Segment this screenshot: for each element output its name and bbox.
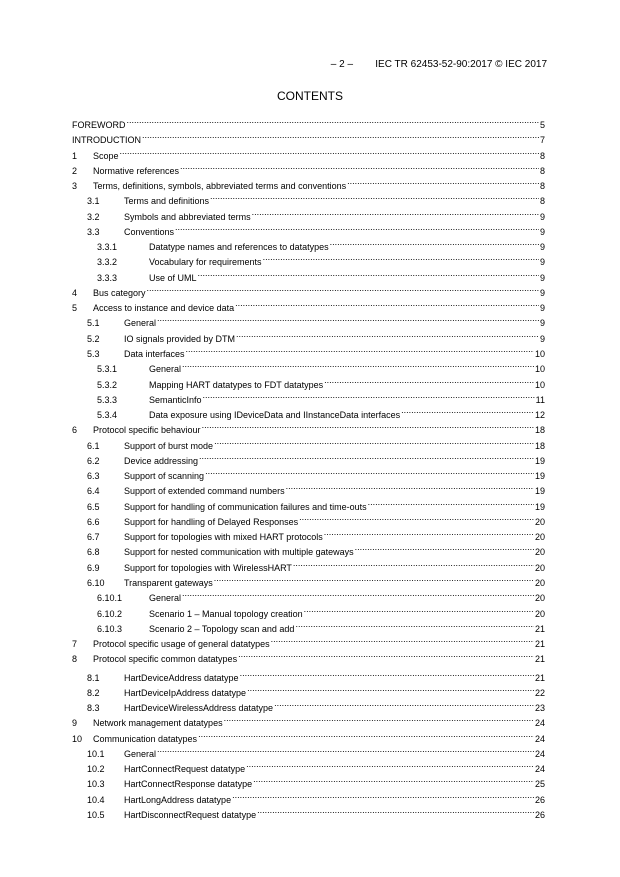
toc-entry-title: Symbols and abbreviated terms [124,211,251,222]
dot-leader [232,788,534,803]
toc-entry-page: 24 [534,748,545,759]
toc-entry-title: Communication datatypes [93,733,198,744]
toc-entry-number: 6.10 [87,577,105,588]
toc-entry-title: General [149,593,182,604]
toc-entry-page: 21 [534,623,545,634]
toc-entry-number: 5 [72,303,78,314]
toc-entry-number: 3.3.2 [97,257,118,268]
toc-entry-number: 7 [72,639,78,650]
dot-leader [401,403,534,418]
toc-entry-number: 5.3.4 [97,410,118,421]
toc-entry-title: HartConnectRequest datatype [124,764,246,775]
dot-leader [295,617,534,632]
toc-entry-page: 8 [539,150,545,161]
toc-entry-number: 3.3.3 [97,272,118,283]
toc-entry-page: 9 [539,287,545,298]
dot-leader [324,525,534,540]
dot-leader [347,174,539,189]
toc-entry-page: 20 [534,516,545,527]
dot-leader [199,449,534,464]
toc-entry-number: 10 [72,733,83,744]
dot-leader [224,711,534,726]
toc-entry-number: 6.7 [87,532,100,543]
toc-entry-title: Terms and definitions [124,196,210,207]
toc-entry-title: HartDeviceWirelessAddress datatype [124,703,274,714]
toc-entry-number: 10.5 [87,809,105,820]
toc-entry-number: 10.3 [87,779,105,790]
toc-entry[interactable] [72,159,545,174]
toc-entry-title: SemanticInfo [149,394,202,405]
toc-entry-number: 6.10.3 [97,623,123,634]
dot-leader [142,128,539,143]
toc-entry-page: 18 [534,440,545,451]
table-of-contents [72,113,545,818]
toc-entry-page: 11 [535,394,545,405]
toc-entry-title: HartConnectResponse datatype [124,779,253,790]
dot-leader [180,159,539,174]
toc-entry-title: Support of scanning [124,471,205,482]
toc-entry-page: 9 [539,242,545,253]
toc-entry-page: 21 [534,672,545,683]
dot-leader [252,205,539,220]
toc-entry-title: Support of extended command numbers [124,486,285,497]
toc-entry-page: 9 [539,333,545,344]
toc-entry-title: Support for handling of communication failures and time-outs [124,501,367,512]
toc-entry-page: 26 [534,809,545,820]
toc-entry-number: 6.10.2 [97,608,123,619]
toc-entry-number: 9 [72,718,78,729]
dot-leader [263,250,539,265]
toc-entry-title: Normative references [93,165,180,176]
toc-entry-number: 6.9 [87,562,100,573]
dot-leader [324,373,534,388]
toc-entry-title: Device addressing [124,455,199,466]
dot-leader [299,510,534,525]
toc-entry-number: 6.10.1 [97,593,123,604]
toc-entry-number: 6.6 [87,516,100,527]
toc-entry-page: 19 [534,501,545,512]
toc-entry-number: 5.2 [87,333,100,344]
toc-entry-page: 20 [534,547,545,558]
toc-entry-number: 6.1 [87,440,100,451]
toc-entry-number: 5.3.3 [97,394,118,405]
toc-entry-number: 8.1 [87,672,100,683]
toc-entry-page: 20 [534,593,545,604]
toc-entry-title: Support of burst mode [124,440,214,451]
toc-entry-title: Scenario 2 – Topology scan and add [149,623,295,634]
toc-entry-number: 6.2 [87,455,100,466]
toc-entry-title: Support for nested communication with multiple gateways [124,547,354,558]
toc-entry-title: General [124,748,157,759]
toc-entry-title: Scenario 1 – Manual topology creation [149,608,303,619]
toc-entry-page: 26 [534,794,545,805]
toc-entry-page: 9 [539,257,545,268]
dot-leader [304,602,534,617]
document-id: IEC TR 62453-52-90:2017 © IEC 2017 [375,59,547,70]
toc-entry-page: 12 [534,410,545,421]
dot-leader [257,803,534,818]
toc-entry-title: Use of UML [149,272,197,283]
toc-entry-title: HartDeviceAddress datatype [124,672,239,683]
dot-leader [203,388,535,403]
toc-entry-title: HartDeviceIpAddress datatype [124,687,247,698]
toc-entry-number: 10.4 [87,794,105,805]
page-number: – 2 – [330,59,354,70]
toc-entry-title: Network management datatypes [93,718,223,729]
toc-entry-number: 10.2 [87,764,105,775]
dot-leader [368,495,534,510]
dot-leader [127,113,539,128]
toc-entry-number: 3.2 [87,211,100,222]
toc-entry-page: 18 [534,425,545,436]
toc-entry-title: Support for handling of Delayed Responses [124,516,299,527]
dot-leader [214,434,534,449]
toc-entry[interactable] [72,144,545,159]
toc-entry-page: 20 [534,608,545,619]
dot-leader [182,586,534,601]
toc-entry-page: 24 [534,718,545,729]
toc-entry-page: 8 [539,181,545,192]
toc-entry-number: 6.3 [87,471,100,482]
dot-leader [247,681,534,696]
dot-leader [274,696,534,711]
dot-leader [157,311,539,326]
toc-entry-number: 8 [72,654,78,665]
toc-entry-page: 24 [534,764,545,775]
toc-entry-title: Protocol specific common datatypes [93,654,238,665]
dot-leader [330,235,539,250]
toc-entry-title: Protocol specific usage of general datatypes [93,639,270,650]
toc-entry-title: Data exposure using IDeviceData and IInstanceData interfaces [149,410,401,421]
toc-entry-title: IO signals provided by DTM [124,333,236,344]
toc-entry-page: 7 [539,135,545,146]
toc-entry-page: 20 [534,532,545,543]
toc-entry-number: 3.3 [87,226,100,237]
dot-leader [271,632,534,647]
toc-entry-page: 20 [534,562,545,573]
dot-leader [182,357,534,372]
dot-leader [205,464,534,479]
toc-entry-title: Data interfaces [124,348,185,359]
toc-entry-title: Terms, definitions, symbols, abbreviated terms and conventions [93,181,347,192]
toc-entry-page: 10 [534,379,545,390]
toc-entry-page: 9 [539,303,545,314]
toc-entry-page: 19 [534,486,545,497]
dot-leader [246,757,534,772]
toc-entry-page: 25 [534,779,545,790]
toc-entry-number: 8.2 [87,687,100,698]
toc-entry-page: 5 [539,120,545,130]
toc-entry-page: 9 [539,272,545,283]
toc-entry[interactable] [72,666,545,681]
toc-entry-number: 5.1 [87,318,100,329]
toc-entry-page: 19 [534,471,545,482]
toc-entry-title: Transparent gateways [124,577,213,588]
dot-leader [198,727,534,742]
toc-entry-title: Bus category [93,287,146,298]
toc-entry-page: 8 [539,165,545,176]
toc-entry-page: 19 [534,455,545,466]
toc-entry-title: Mapping HART datatypes to FDT datatypes [149,379,324,390]
dot-leader [210,189,539,204]
toc-entry-number: 6 [72,425,78,436]
toc-entry-page: 22 [534,687,545,698]
toc-entry-title: INTRODUCTION [72,135,141,146]
toc-entry-number: 6.5 [87,501,100,512]
toc-entry-title: HartDisconnectRequest datatype [124,809,257,820]
toc-entry-number: 5.3.1 [97,364,118,375]
toc-entry-number: 5.3 [87,348,100,359]
dot-leader [253,772,534,787]
dot-leader [202,418,534,433]
toc-entry-number: 6.4 [87,486,100,497]
toc-entry-number: 8.3 [87,703,100,714]
page-title: CONTENTS [277,89,343,103]
toc-entry-title: General [124,318,157,329]
toc-entry-number: 10.1 [87,748,105,759]
toc-entry-title: Support for topologies with mixed HART protocols [124,532,323,543]
toc-entry-page: 8 [539,196,545,207]
dot-leader [238,647,534,662]
dot-leader [186,342,534,357]
toc-entry-page: 21 [534,639,545,650]
dot-leader [147,281,539,296]
toc-entry-title: Datatype names and references to datatypes [149,242,329,253]
dot-leader [236,327,539,342]
toc-entry-title: HartLongAddress datatype [124,794,232,805]
toc-entry-number: 6.8 [87,547,100,558]
toc-entry-page: 24 [534,733,545,744]
toc-entry-title: Access to instance and device data [93,303,235,314]
toc-entry-number: 1 [72,150,78,161]
toc-entry-page: 10 [534,348,545,359]
toc-entry-page: 10 [534,364,545,375]
toc-entry-title: Protocol specific behaviour [93,425,201,436]
toc-entry-title: General [149,364,182,375]
toc-entry-title: Conventions [124,226,175,237]
toc-entry-number: 3.1 [87,196,100,207]
toc-entry-number: 2 [72,165,78,176]
toc-entry[interactable] [72,128,545,146]
toc-entry-number: 4 [72,287,78,298]
toc-entry-number: 3.3.1 [97,242,118,253]
dot-leader [240,666,534,681]
dot-leader [355,540,534,555]
dot-leader [235,296,539,311]
toc-entry-title: FOREWORD [72,120,126,130]
page-header [331,59,547,70]
toc-entry-title: Support for topologies with WirelessHART [124,562,292,573]
toc-entry-page: 20 [534,577,545,588]
toc-entry-page: 9 [539,211,545,222]
toc-entry-page: 9 [539,226,545,237]
dot-leader [157,742,534,757]
dot-leader [293,556,534,571]
dot-leader [175,220,539,235]
dot-leader [214,571,534,586]
toc-entry-page: 21 [534,654,545,665]
toc-entry-page: 9 [539,318,545,329]
toc-entry-title: Scope [93,150,119,161]
dot-leader [120,144,539,159]
toc-entry-number: 3 [72,181,78,192]
dot-leader [198,266,539,281]
dot-leader [286,479,534,494]
toc-entry-title: Vocabulary for requirements [149,257,262,268]
toc-entry-page: 23 [534,703,545,714]
toc-entry[interactable] [72,113,545,128]
toc-entry-number: 5.3.2 [97,379,118,390]
